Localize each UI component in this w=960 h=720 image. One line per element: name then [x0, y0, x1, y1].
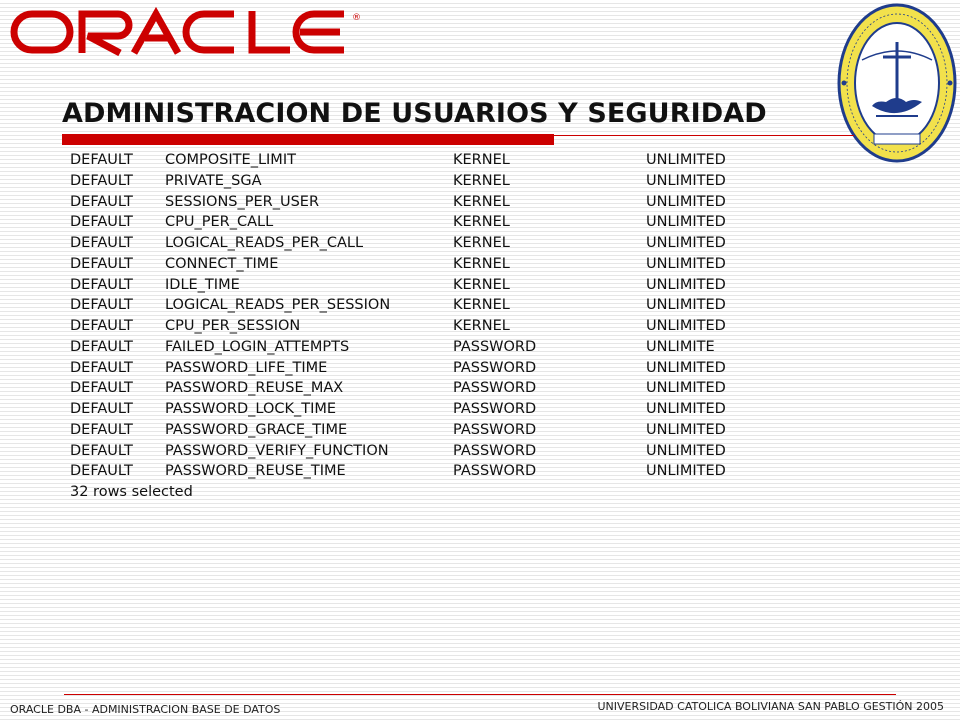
profile-cell: DEFAULT [70, 338, 133, 355]
limit-cell: UNLIMITED [646, 318, 726, 334]
table-row [70, 337, 766, 358]
limit-cell: UNLIMITED [646, 297, 726, 314]
resource-name-cell: FAILED_LOGIN_ATTEMPTS [165, 338, 350, 355]
limit-cell: UNLIMITED [646, 421, 726, 438]
resource-type-cell: KERNEL [453, 255, 510, 272]
profile-cell: DEFAULT [70, 276, 133, 293]
limit-cell: UNLIMITED [646, 255, 726, 272]
resource-type-cell: KERNEL [453, 214, 510, 231]
profile-cell: DEFAULT [70, 421, 133, 438]
limit-cell: UNLIMITED [646, 235, 726, 251]
profile-cell: DEFAULT [70, 318, 133, 334]
table-row [70, 150, 766, 171]
profile-cell: DEFAULT [70, 214, 133, 231]
oracle-logo [8, 6, 360, 58]
profile-cell: DEFAULT [70, 172, 133, 189]
profile-cell: DEFAULT [70, 297, 133, 314]
resource-name-cell: PASSWORD_REUSE_TIME [165, 463, 346, 480]
limit-cell: UNLIMITED [646, 214, 726, 231]
resource-name-cell: LOGICAL_READS_PER_SESSION [165, 297, 391, 314]
table-row [70, 378, 766, 399]
profile-cell: DEFAULT [70, 401, 133, 417]
resource-name-cell: IDLE_TIME [165, 276, 240, 293]
resource-name-cell: PASSWORD_LIFE_TIME [165, 359, 328, 376]
table-row [70, 358, 766, 379]
resource-name-cell: PASSWORD_REUSE_MAX [165, 380, 344, 397]
rows-selected-summary: 32 rows selected [70, 484, 193, 500]
limit-cell: UNLIMITED [646, 359, 726, 376]
table-row [70, 254, 766, 275]
title-underline-bar [62, 134, 554, 145]
limit-cell: UNLIMITE [646, 338, 715, 355]
limit-cell: UNLIMITED [646, 172, 726, 189]
resource-name-cell: PASSWORD_LOCK_TIME [165, 401, 337, 417]
limit-cell: UNLIMITED [646, 193, 726, 210]
profile-cell: DEFAULT [70, 193, 133, 210]
limit-cell: UNLIMITED [646, 380, 726, 397]
resource-name-cell: CPU_PER_SESSION [165, 318, 301, 334]
resource-type-cell: PASSWORD [453, 421, 537, 438]
table-row [70, 399, 766, 420]
resource-type-cell: KERNEL [453, 172, 510, 189]
university-seal [836, 2, 958, 164]
profile-cell: DEFAULT [70, 380, 133, 397]
resource-type-cell: KERNEL [453, 152, 510, 168]
resource-type-cell: KERNEL [453, 235, 510, 251]
resource-type-cell: PASSWORD [453, 338, 537, 355]
resource-name-cell: SESSIONS_PER_USER [165, 193, 320, 210]
resource-type-cell: PASSWORD [453, 442, 537, 459]
footer-divider [64, 694, 896, 695]
resource-type-cell: KERNEL [453, 297, 510, 314]
resource-type-cell: KERNEL [453, 193, 510, 210]
resource-name-cell: PASSWORD_GRACE_TIME [165, 421, 348, 438]
profile-cell: DEFAULT [70, 255, 133, 272]
page-title: ADMINISTRACION DE USUARIOS Y SEGURIDAD [62, 98, 767, 129]
resource-type-cell: PASSWORD [453, 401, 537, 417]
table-row [70, 420, 766, 441]
svg-text:®: ® [352, 13, 361, 23]
limit-cell: UNLIMITED [646, 401, 726, 417]
table-row [70, 212, 766, 233]
table-row [70, 316, 766, 337]
limit-cell: UNLIMITED [646, 463, 726, 480]
profile-cell: DEFAULT [70, 235, 133, 251]
profile-cell: DEFAULT [70, 359, 133, 376]
table-row [70, 275, 766, 296]
footer-course-label: ORACLE DBA - ADMINISTRACION BASE DE DATOS [10, 703, 281, 716]
limit-cell: UNLIMITED [646, 442, 726, 459]
resource-name-cell: PRIVATE_SGA [165, 172, 262, 189]
table-row [70, 192, 766, 213]
resource-type-cell: PASSWORD [453, 380, 537, 397]
resource-type-cell: KERNEL [453, 318, 510, 334]
profile-cell: DEFAULT [70, 463, 133, 480]
resource-type-cell: PASSWORD [453, 463, 537, 480]
table-row [70, 295, 766, 316]
limit-cell: UNLIMITED [646, 276, 726, 293]
profile-cell: DEFAULT [70, 442, 133, 459]
resource-type-cell: KERNEL [453, 276, 510, 293]
resource-name-cell: CPU_PER_CALL [165, 214, 274, 231]
resource-name-cell: PASSWORD_VERIFY_FUNCTION [165, 442, 389, 459]
resource-name-cell: COMPOSITE_LIMIT [165, 152, 296, 168]
table-row [70, 461, 766, 482]
resource-name-cell: LOGICAL_READS_PER_CALL [165, 235, 364, 251]
resource-name-cell: CONNECT_TIME [165, 255, 279, 272]
profile-cell: DEFAULT [70, 152, 133, 168]
title-underline-line [554, 135, 854, 136]
table-row [70, 233, 766, 254]
limit-cell: UNLIMITED [646, 152, 726, 168]
table-row [70, 171, 766, 192]
footer-university-label: UNIVERSIDAD CATOLICA BOLIVIANA SAN PABLO GESTIÓN 2005 [597, 700, 944, 713]
resource-type-cell: PASSWORD [453, 359, 537, 376]
table-row [70, 441, 766, 462]
profile-limits-table [70, 150, 766, 503]
